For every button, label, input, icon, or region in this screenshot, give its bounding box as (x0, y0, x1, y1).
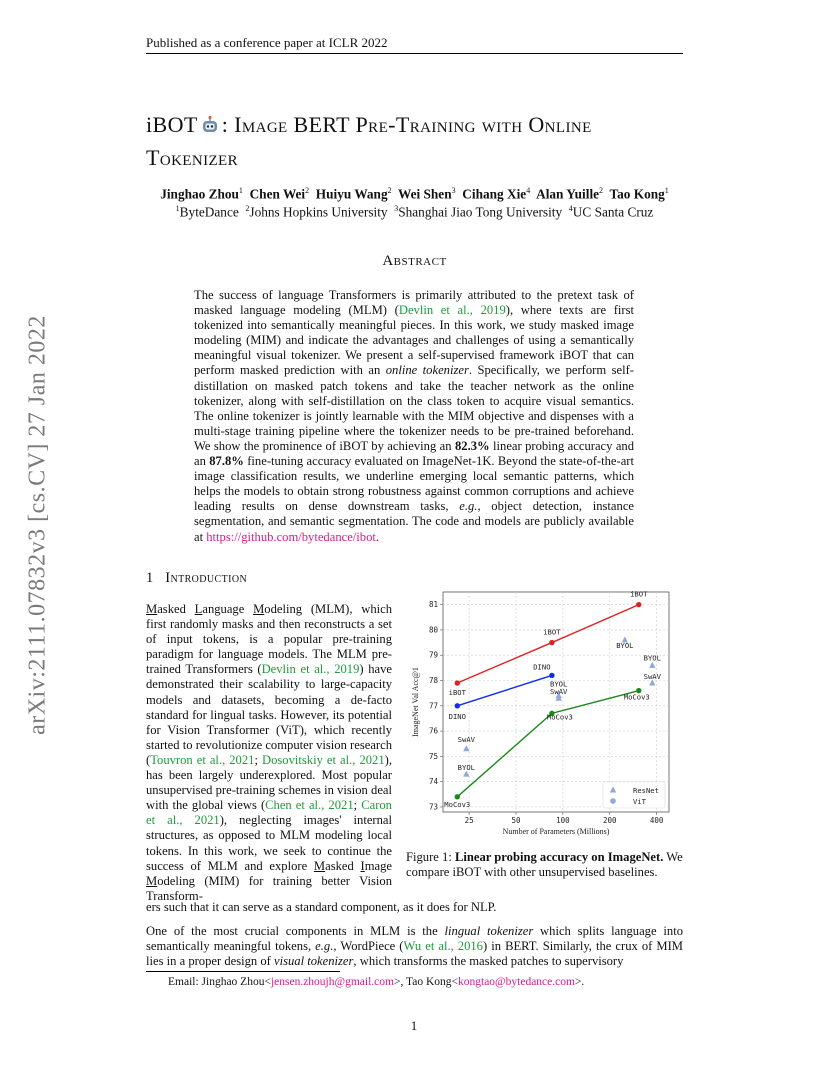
series-point-dino (455, 703, 460, 708)
section-number: 1 (146, 570, 154, 586)
title-ibot: iBOT (146, 112, 198, 137)
intro-paragraph-end: ers such that it can serve as a standard component, as it does for NLP. (146, 900, 497, 914)
author: Wei Shen (398, 186, 452, 202)
series-point-ibot (455, 680, 460, 685)
abstract-heading: Abstract (382, 253, 447, 269)
series-label: iBOT (448, 688, 466, 698)
y-tick-label: 75 (428, 751, 438, 761)
series-point-dino (549, 673, 554, 678)
x-axis-label: Number of Parameters (Millions) (502, 827, 610, 836)
title-line2: Tokenizer (146, 145, 239, 170)
author: Jinghao Zhou (160, 186, 239, 202)
author: Alan Yuille (536, 186, 600, 202)
body-paragraph: One of the most crucial components in MLM is the lingual tokenizer which splits language into semantically meaningful tokens, e.g., WordPiece (Wu et al., 2016) in BERT. Similarly, the crux of MIM lies in a proper design of visual tokenizer, which transforms the masked patches to supervisory (146, 924, 683, 969)
citation-link[interactable]: Caron et al., 2021 (146, 798, 392, 828)
email-link[interactable]: jensen.zhoujh@gmail.com (270, 976, 394, 988)
citation-link[interactable]: Devlin et al., 2019 (398, 303, 506, 318)
x-tick-label: 50 (511, 816, 521, 825)
affiliations: $^1$ByteDance $^2$Johns Hopkins University $^3$Shanghai Jiao Tong University $^4$UC Santa Cruz (175, 204, 654, 220)
series-line-mocov3 (457, 691, 638, 797)
resnet-point (463, 745, 469, 751)
author: Chen Wei (249, 186, 306, 202)
resnet-label: BYOL (616, 641, 634, 651)
resnet-point (649, 662, 655, 668)
author: Cihang Xie (462, 186, 527, 202)
intro-paragraph: Masked Language Modeling (MLM), which first randomly masks and then reconstructs a set of input tokens, is a popular pre-training paradigm for language models. The MLM pre-trained Transformers (Devlin et al., 2019) have demonstrated their scalability to large-capacity models and datasets, becoming a de-facto standard for lingual tasks. However, its potential for Vision Transformer (ViT), which recently started to revolutionize computer vision research (Touvron et al., 2021; Dosovitskiy et al., 2021), has been largely underexplored. Most popular unsupervised pre-training schemes in vision deal with the global views (Chen et al., 2021; Caron et al., 2021), neglecting images' internal structures, as opposed to MLM modeling local tokens. In this work, we seek to continue the success of MLM and explore Masked Image Modeling (MIM) for training better Vision Transform- (146, 602, 393, 903)
x-tick-label: 25 (464, 816, 474, 825)
affiliation: UC Santa Cruz (572, 204, 654, 220)
x-tick-label: 200 (602, 816, 617, 825)
resnet-label: SwAV (550, 687, 568, 697)
legend-label-vit: ViT (633, 797, 646, 806)
y-tick-label: 76 (428, 726, 438, 736)
page-number: 1 (410, 1018, 418, 1033)
abstract-body: The success of language Transformers is primarily attributed to the pretext task of masked language modeling (MLM) (Devlin et al., 2019), where texts are first tokenized into semantically meaningful pieces. In this work, we study masked image modeling (MIM) and indicate the advantages and challenges of using a semantically meaningful visual tokenizer. We present a self-supervised framework iBOT that can perform masked prediction with an online tokenizer. Specifically, we perform self-distillation on masked patch tokens and take the teacher network as the online tokenizer, along with self-distillation on the class token to acquire visual semantics. The online tokenizer is jointly learnable with the MIM objective and dispenses with a multi-stage training pipeline where the tokenizer needs to be pre-trained beforehand. We show the prominence of iBOT by achieving an 82.3% linear probing accuracy and an 87.8% fine-tuning accuracy evaluated on ImageNet-1K. Beyond the state-of-the-art image classification results, we underline emerging local semantic patterns, which helps the models to obtain strong robustness against common corruptions and achieve leading results on dense downstream tasks, e.g., object detection, instance segmentation, and semantic segmentation. The code and models are publicly available at https://github.com/bytedance/ibot. (194, 288, 635, 544)
y-tick-label: 80 (428, 625, 438, 635)
x-tick-label: 100 (556, 816, 570, 825)
y-tick-label: 74 (428, 777, 438, 787)
footnote: Email: Jinghao Zhou<jensen.zhoujh@gmail.com>, Tao Kong<kongtao@bytedance.com>. (168, 976, 585, 988)
x-tick-label: 400 (649, 816, 664, 825)
arxiv-stamp (18, 290, 58, 760)
running-header: Published as a conference paper at ICLR 2022 (146, 35, 388, 50)
arxiv-id-text: arXiv:2111.07832v3 [cs.CV] 27 Jan 2022 (24, 315, 51, 735)
series-point-mocov3 (455, 794, 460, 799)
y-tick-label: 73 (428, 802, 438, 812)
email-link[interactable]: kongtao@bytedance.com (458, 976, 575, 988)
section-title: Introduction (165, 570, 248, 586)
citation-link[interactable]: Touvron et al., 2021 (150, 752, 255, 767)
resnet-label: BYOL (550, 679, 568, 689)
robot-icon (200, 113, 220, 143)
affiliation: ByteDance (179, 204, 239, 220)
affiliation: Johns Hopkins University (249, 204, 388, 220)
author-list: Jinghao Zhou$^1$ Chen Wei$^2$ Huiyu Wang$^2$ Wei Shen$^3$ Cihang Xie$^4$ Alan Yuille$^2$ Tao Kong$^1$ (160, 186, 669, 202)
resnet-label: SwAV (457, 734, 475, 744)
author: Tao Kong (609, 186, 665, 202)
legend-circle (610, 798, 616, 804)
citation-link[interactable]: Devlin et al., 2019 (261, 662, 360, 677)
y-tick-label: 78 (428, 676, 438, 686)
chart-svg (406, 584, 686, 846)
series-label: iBOT (630, 589, 648, 599)
series-point-ibot (549, 640, 554, 645)
y-tick-label: 79 (428, 650, 438, 660)
resnet-label: BYOL (457, 763, 475, 773)
title-main: : Image BERT Pre-Training with Online (221, 112, 592, 137)
series-label: MoCov3 (546, 712, 573, 722)
series-label: iBOT (543, 627, 561, 637)
series-label: DINO (448, 711, 466, 721)
figure-caption: Figure 1: Linear probing accuracy on ImageNet. We compare iBOT with other unsupervised baselines. (406, 850, 683, 880)
series-label: MoCov3 (623, 692, 650, 702)
paper-title (146, 110, 706, 173)
series-label: MoCov3 (444, 799, 471, 809)
citation-link[interactable]: Chen et al., 2021 (265, 798, 354, 813)
header-rule (146, 53, 683, 54)
series-label: DINO (533, 662, 551, 672)
y-tick-label: 77 (428, 701, 438, 711)
y-tick-label: 81 (428, 600, 438, 610)
resnet-label: BYOL (643, 653, 661, 663)
citation-link[interactable]: Wu et al., 2016 (403, 939, 483, 954)
affiliation: Shanghai Jiao Tong University (398, 204, 563, 220)
series-line-dino (457, 675, 552, 705)
code-link[interactable]: https://github.com/bytedance/ibot (206, 529, 376, 544)
figure-1-chart (406, 584, 686, 851)
section-heading (146, 570, 247, 587)
legend-label-resnet: ResNet (633, 786, 659, 795)
footnote-rule (146, 971, 340, 972)
series-point-ibot (636, 602, 641, 607)
author: Huiyu Wang (315, 186, 388, 202)
resnet-label: SwAV (643, 672, 661, 682)
y-axis-label: ImageNet Val Acc@1 (411, 667, 420, 737)
citation-link[interactable]: Dosovitskiy et al., 2021 (262, 752, 385, 767)
